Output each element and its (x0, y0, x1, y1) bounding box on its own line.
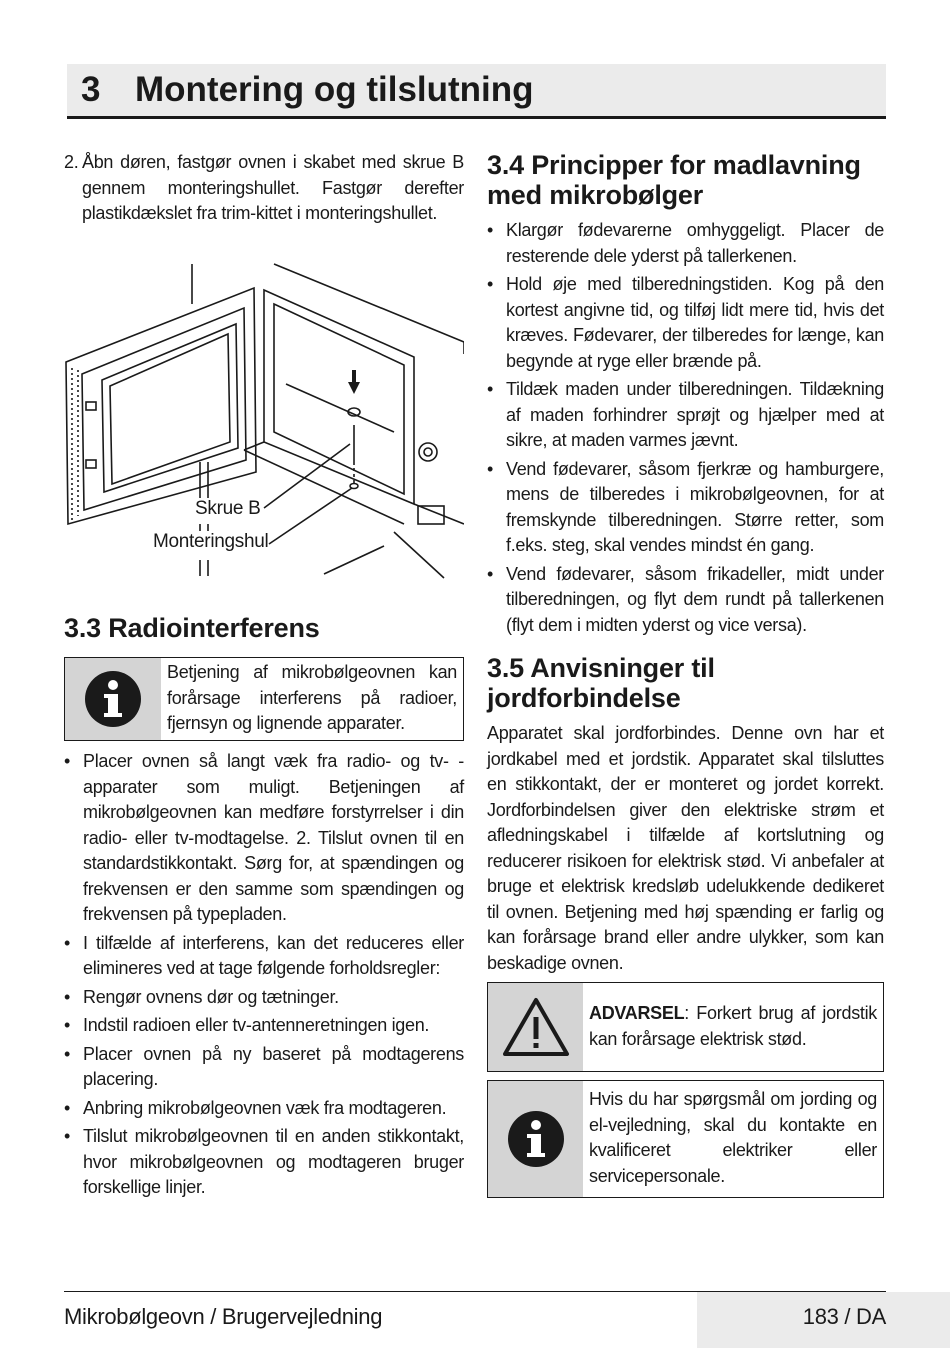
list-item: • Tilslut mikrobølgeovnen til en anden stikkontakt, hvor mikrobølgeovnen og modtageren bruger forskellige linjer. (64, 1124, 464, 1201)
list-item: • I tilfælde af interferens, kan det reduceres eller elimineres ved at tage følgende forholdsregler: (64, 931, 464, 982)
grounding-paragraph: Apparatet skal jordforbindes. Denne ovn har et jordkabel med et jordstik. Apparatet skal tilsluttes en stikkontakt, der er monteret og jordet korrekt. Jordforbindelsen giver den elektriske strøm et afledningskabel i tilfælde af kortslutning og reducerer risikoen for elektrisk stød. Vi anbefaler at bruge et elektrisk kredsløb udelukkende dedikeret til ovnen. Betjening med høj spænding er farlig og kan forårsage brand eller andre ulykker, som kan beskadige ovnen. (487, 723, 884, 973)
cooking-bullet-list (487, 218, 884, 638)
list-item: • Vend fødevarer, såsom fjerkræ og hamburgere, mens de tilberedes i mikrobølgeovnen, for at fremskynde tilberedningen. Større retter, som f.eks. steg, skal vendes mindst én gang. (487, 457, 884, 559)
warning-label: ADVARSEL (589, 1003, 685, 1023)
section-3-3 (64, 613, 464, 1204)
warning-text (583, 983, 883, 1071)
footer-page-number: 183 / DA (802, 1304, 886, 1329)
info-box-radio (64, 657, 464, 741)
info-icon (506, 1109, 566, 1169)
info-text-radio: Betjening af mikrobølgeovnen kan forårsage interferens på radioer, fjernsyn og lignende apparater. (167, 662, 457, 733)
warning-triangle-icon (502, 997, 570, 1057)
list-item: • Placer ovnen så langt væk fra radio- og tv- -apparater som muligt. Betjeningen af mikrobølgeovnen kan medføre forstyrrelser i din radio- eller tv-modtagelse. 2. Tilslut ovnen til en standardstikkontakt. Sørg for, at spændingen og frekvensen er den samme som spændingen og frekvensen på typepladen. (64, 749, 464, 928)
warning-message: : Forkert brug af jordstik kan forårsage elektrisk stød. (589, 1003, 877, 1049)
installation-figure (64, 262, 464, 580)
list-item: • Hold øje med tilberedningstiden. Kog på den kortest angivne tid, og tilføj lidt mere tid, hvis det kræves. Fødevarer, der tilberedes for længe, kan begynde at ryge eller brænde på. (487, 272, 884, 374)
installation-step (64, 150, 464, 227)
list-item: • Tildæk maden under tilberedningen. Tildækning af maden forhindrer sprøjt og hjælper med at sikre, at maden varmes jævnt. (487, 377, 884, 454)
step-number: 2. (64, 152, 79, 172)
info-icon-cell (488, 1081, 583, 1197)
section-3-4-heading: 3.4 Principper for madlavning med mikrobølger (487, 150, 861, 210)
section-3-5 (487, 653, 884, 1198)
list-item: • Indstil radioen eller tv-antenneretningen igen. (64, 1013, 464, 1039)
step-text: Åbn døren, fastgør ovnen i skabet med skrue B gennem monteringshullet. Fastgør derefter plastikdækslet fra trim-kittet i monteringshullet. (82, 152, 464, 223)
info-icon-cell (65, 658, 161, 740)
screw-b-label: Skrue B (195, 498, 261, 519)
info-text-grounding: Hvis du har spørgsmål om jording og el-vejledning, skal du kontakte en kvalificeret elektriker eller servicepersonale. (589, 1089, 877, 1186)
warning-icon-cell (488, 983, 583, 1071)
list-item: • Rengør ovnens dør og tætninger. (64, 985, 464, 1011)
chapter-title: Montering og tilslutning (135, 70, 534, 109)
list-item: • Vend fødevarer, såsom frikadeller, midt under tilberedningen, og flyt dem rundt på tallerkenen (flyt dem i midten yderst og vice versa). (487, 562, 884, 639)
chapter-header (67, 64, 886, 119)
chapter-number: 3 (81, 70, 101, 109)
info-box-grounding (487, 1080, 884, 1198)
list-item: • Anbring mikrobølgeovnen væk fra modtageren. (64, 1096, 464, 1122)
list-item: • Placer ovnen på ny baseret på modtagerens placering. (64, 1042, 464, 1093)
left-column (64, 150, 464, 227)
warning-box (487, 982, 884, 1072)
info-icon (83, 669, 143, 729)
mounting-hole-label: Monteringshul (153, 531, 269, 552)
right-column (487, 150, 884, 641)
footer-document-title: Mikrobølgeovn / Brugervejledning (64, 1304, 383, 1329)
radio-bullet-list (64, 749, 464, 1201)
section-3-5-heading: 3.5 Anvisninger til jordforbindelse (487, 653, 715, 713)
section-3-3-heading: 3.3 Radiointerferens (64, 613, 320, 643)
list-item: • Klargør fødevarerne omhyggeligt. Placer de resterende dele yderst på tallerkenen. (487, 218, 884, 269)
